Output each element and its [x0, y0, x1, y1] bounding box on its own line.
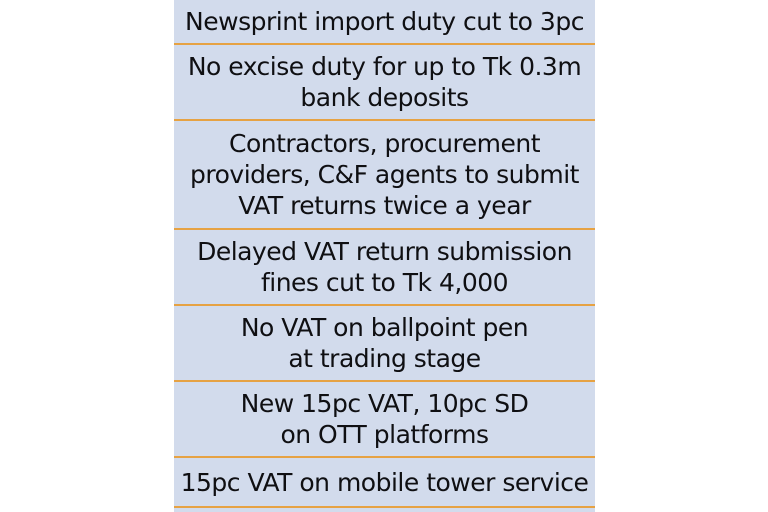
- list-item: [174, 306, 595, 380]
- item-text: Delayed VAT return submission fines cut to Tk 4,000: [197, 237, 572, 297]
- row-divider: [174, 506, 595, 508]
- list-item: [174, 230, 595, 304]
- list-item: [174, 45, 595, 119]
- budget-measures-panel: [174, 0, 595, 512]
- item-text: New 15pc VAT, 10pc SD on OTT platforms: [240, 389, 529, 449]
- list-item: [174, 382, 595, 456]
- item-text: No excise duty for up to Tk 0.3m bank deposits: [187, 52, 582, 112]
- list-item: [174, 458, 595, 506]
- list-item: [174, 0, 595, 43]
- item-text: No VAT on ballpoint pen at trading stage: [240, 313, 529, 373]
- list-item: [174, 121, 595, 228]
- item-text: Newsprint import duty cut to 3pc: [185, 7, 584, 36]
- item-text: 15pc VAT on mobile tower service: [180, 467, 589, 497]
- item-text: Contractors, procurement providers, C&F agents to submit VAT returns twice a year: [190, 129, 579, 220]
